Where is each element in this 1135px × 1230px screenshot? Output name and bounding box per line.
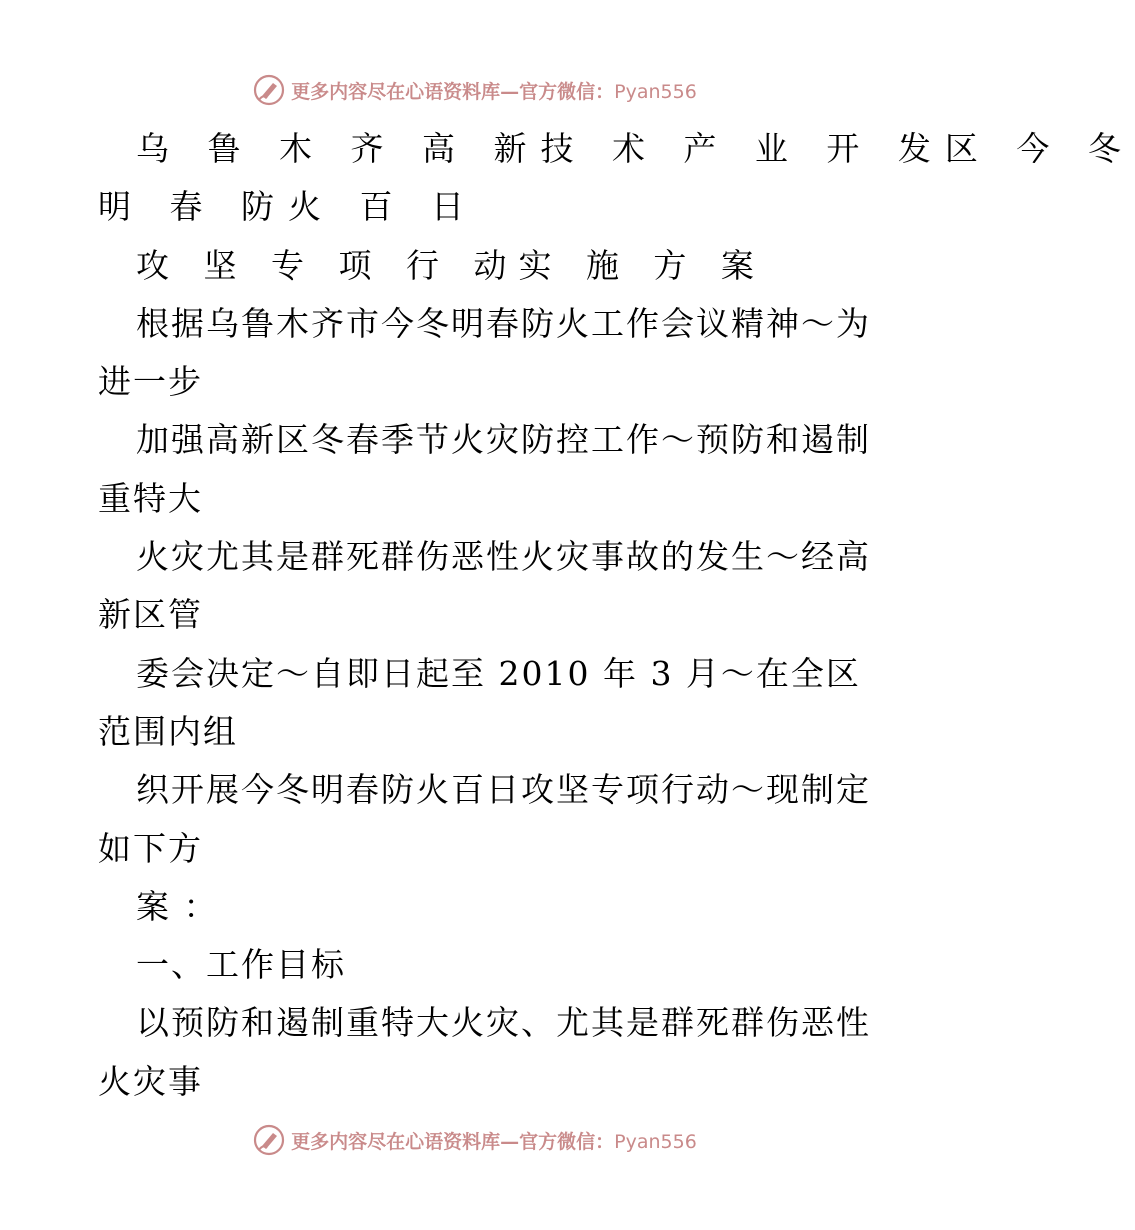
seal-logo-icon — [253, 74, 285, 106]
paragraph-line: 火灾事 — [98, 1061, 203, 1101]
paragraph-line: 加强高新区冬春季节火灾防控工作～预防和遏制 — [136, 420, 871, 460]
document-title-line-1: 乌 鲁 木 齐 高 新技 术 产 业 开 发区 今 冬 — [136, 129, 1135, 168]
paragraph-line: 委会决定～自即日起至 2010 年 3 月～在全区 — [136, 653, 861, 693]
watermark-header — [0, 70, 950, 110]
document-title-line-3: 攻 坚 专 项 行 动实 施 方 案 — [136, 245, 766, 285]
paragraph-line: 范围内组 — [98, 711, 238, 751]
paragraph-line: 案 ： — [136, 886, 219, 926]
seal-logo-icon — [253, 1124, 285, 1156]
paragraph-line: 以预防和遏制重特大火灾、尤其是群死群伤恶性 — [136, 1003, 871, 1043]
watermark-footer — [0, 1120, 950, 1160]
watermark-text: 更多内容尽在心语资料库—官方微信：Pyan556 — [291, 80, 697, 103]
paragraph-line: 火灾尤其是群死群伤恶性火灾事故的发生～经高 — [136, 537, 871, 577]
paragraph-line: 进一步 — [98, 362, 203, 402]
paragraph-line: 新区管 — [98, 595, 203, 635]
document-title-line-2: 明 春 防火 百 日 — [98, 187, 478, 227]
paragraph-line: 重特大 — [98, 478, 203, 518]
paragraph-line: 织开展今冬明春防火百日攻坚专项行动～现制定 — [136, 770, 871, 810]
document-paragraphs — [98, 295, 871, 1111]
document-body — [98, 120, 1135, 1111]
paragraph-line: 一、工作目标 — [136, 945, 346, 985]
watermark-text: 更多内容尽在心语资料库—官方微信：Pyan556 — [291, 1130, 697, 1153]
paragraph-line: 如下方 — [98, 828, 203, 868]
paragraph-line: 根据乌鲁木齐市今冬明春防火工作会议精神～为 — [136, 303, 871, 343]
